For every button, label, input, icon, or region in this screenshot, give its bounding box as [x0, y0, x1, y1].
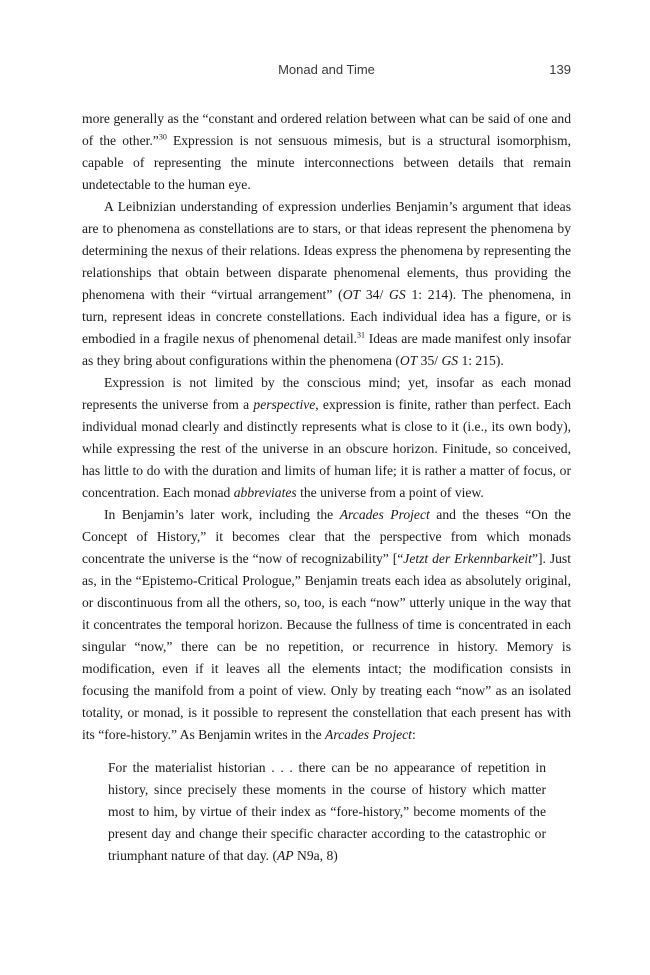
text-run: 35/ [417, 353, 442, 368]
footnote-ref: 30 [158, 132, 167, 142]
page-number: 139 [549, 62, 571, 77]
text-run: Ideas are made manifest only insofar as they bring about configurations within the phenomena ( [82, 331, 571, 368]
text-run: and the theses “On the Concept of History,” it becomes clear that the perspective from which monads concentrate the universe is the “now of recognizability” [“ [82, 507, 572, 566]
italic-text: OT [342, 287, 361, 302]
running-header [82, 62, 571, 84]
text-run: For the materialist historian . . . there can be no appearance of repetition in history, since precisely these moments in the course of history which matter most to him, by virtue of their index as “fore-history,” become moments of the present day and change their specific character according to the catastrophic or triumphant nature of that day. ( [108, 760, 546, 863]
text-run: more generally as the “constant and ordered relation between what can be said of one and of the other.” [82, 111, 571, 148]
text-run: , expression is finite, rather than perfect. Each individual monad clearly and distinctly represents what is close to it (i.e., its own body), while expressing the rest of the universe in an obscure horizon. Finitude, so conceived, has little to do with the duration and limits of human life; it is rather a matter of focus, or concentration. Each monad [82, 397, 572, 500]
text-run: A Leibnizian understanding of expression underlies Benjamin’s argument that ideas are to phenomena as constellations are to stars, or that ideas represent the phenomena by determining the nexus of their relations. Ideas express the phenomena by representing the relationships that obtain between disparate phenomenal elements, thus providing the phenomena with their “virtual arrangement” ( [82, 199, 571, 302]
paragraph [82, 504, 571, 746]
italic-text: AP [277, 848, 294, 863]
italic-text: Arcades Project [339, 507, 430, 522]
italic-text: abbreviates [233, 485, 297, 500]
text-run: the universe from a point of view. [296, 485, 484, 500]
italic-text: Arcades Project [325, 727, 412, 742]
text-run: 1: 214). The phenomena, in turn, represent ideas in concrete constellations. Each individual idea has a figure, or is embodied in a fragile nexus of phenomenal detail. [82, 287, 571, 346]
paragraph [82, 372, 571, 504]
text-run: Expression is not limited by the conscious mind; yet, insofar as each monad represents the universe from a [82, 375, 571, 412]
text-run: 1: 215). [458, 353, 504, 368]
paragraph [82, 108, 571, 196]
italic-text: GS [441, 353, 459, 368]
paragraph [82, 196, 571, 372]
italic-text: perspective [253, 397, 316, 412]
block-quote-text [108, 757, 546, 867]
text-run: Expression is not sensuous mimesis, but is a structural isomorphism, capable of representing the minute interconnections between details that remain undetectable to the human eye. [82, 133, 571, 192]
text-run: In Benjamin’s later work, including the [104, 507, 340, 522]
body-text [82, 108, 571, 746]
text-run: : [411, 727, 416, 742]
text-run: N9a, 8) [293, 848, 338, 863]
text-run: 34/ [360, 287, 390, 302]
footnote-ref: 31 [357, 330, 366, 340]
italic-text: OT [399, 353, 418, 368]
block-quote [108, 757, 546, 867]
italic-text: GS [389, 287, 406, 302]
text-run: ”]. Just as, in the “Epistemo-Critical Prologue,” Benjamin treats each idea as absolutely original, or discontinuous from all the others, so, too, is each “now” utterly unique in the way that it concentrates the temporal horizon. Because the fullness of time is concentrated in each singular “now,” there can be no repetition, or recurrence in history. Memory is modification, even if it leaves all the elements intact; the modification consists in focusing the manifold from a point of view. Only by treating each “now” as an isolated totality, or monad, is it possible to represent the constellation that each present has with its “fore-history.” As Benjamin writes in the [82, 551, 571, 742]
italic-text: Jetzt der Erkennbarkeit [403, 551, 532, 566]
running-title: Monad and Time [278, 62, 375, 77]
